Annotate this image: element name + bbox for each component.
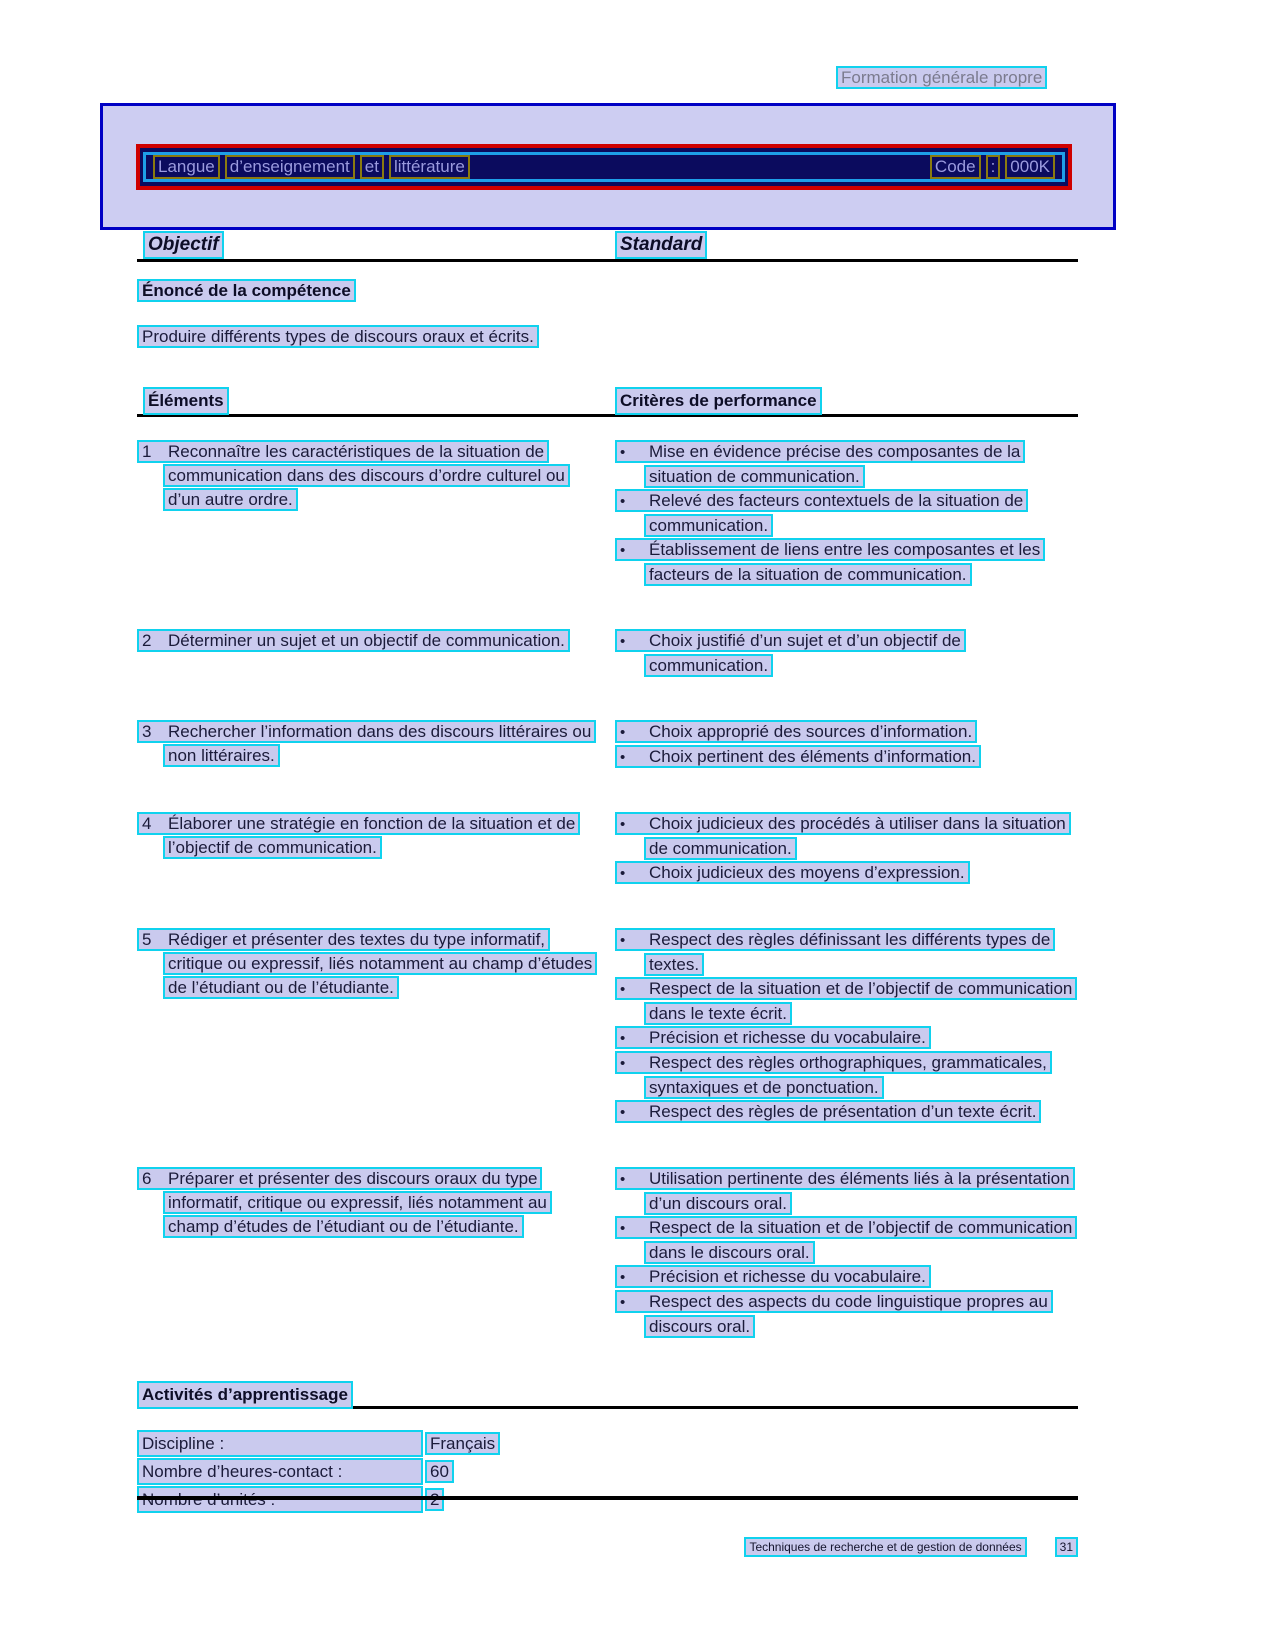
bullet-icon: • [620,1171,626,1188]
bullet-icon: • [620,932,626,949]
competence-statement-row [137,325,1078,349]
criterion-text: Choix approprié des sources d’information. [649,722,973,741]
title-strip [143,152,1065,182]
element-text: Reconnaître les caractéristiques de la situation de communication dans des discours d’ordre culturel ou d’un autre ordre. [168,442,565,509]
criterion-item [615,1100,1078,1125]
table-row [137,928,1078,1125]
criterion-item [615,812,1078,861]
title-word: et [360,155,384,179]
element-cell [137,629,615,678]
activities-section [137,1381,1078,1406]
criterion-item [615,861,1078,886]
bullet-icon: • [620,633,626,650]
activity-fields [137,1430,1078,1513]
divider-line [137,259,1078,262]
footer [137,1537,1078,1557]
divider-line [137,414,1078,417]
element-text: Déterminer un sujet et un objectif de communication. [168,631,565,650]
criterion-text: Respect des règles orthographiques, grammaticales, syntaxiques et de ponctuation. [649,1053,1047,1097]
element-cell [137,1167,615,1339]
criterion-text: Respect des aspects du code linguistique propres au discours oral. [649,1292,1048,1336]
bullet-icon: • [620,1220,626,1237]
bullet-icon: • [620,1104,626,1121]
criterion-text: Respect de la situation et de l’objectif de communication dans le texte écrit. [649,979,1073,1023]
row-number: 3 [142,722,152,741]
row-number: 4 [142,814,152,833]
row-number: 1 [142,442,152,461]
bullet-icon: • [620,444,626,461]
criteria-cell [615,1167,1078,1339]
criteria-cell [615,812,1078,886]
criterion-text: Utilisation pertinente des éléments liés à la présentation d’un discours oral. [649,1169,1070,1213]
criterion-item [615,1265,1078,1290]
criterion-text: Précision et richesse du vocabulaire. [649,1267,926,1286]
bullet-icon: • [620,493,626,510]
bullet-icon: • [620,1055,626,1072]
course-title-bar [136,144,1072,190]
criteria-cell [615,720,1078,770]
criterion-item [615,629,1078,678]
corner-label-text: Formation générale propre [836,66,1047,89]
criteria-cell [615,629,1078,678]
bullet-icon: • [620,865,626,882]
criterion-text: Choix judicieux des procédés à utiliser dans la situation de communication. [649,814,1066,858]
title-word: littérature [389,155,470,179]
field-value: 60 [425,1460,454,1483]
criteria-header: Critères de performance [615,387,822,415]
footer-page-number: 31 [1055,1537,1078,1557]
title-word: 000K [1005,155,1055,179]
criterion-item [615,440,1078,489]
competence-section [137,279,1078,303]
criterion-item [615,1051,1078,1100]
element-text: Préparer et présenter des discours oraux du type informatif, critique ou expressif, liés notamment au champ d’études de l’étudiant ou de l’étudiante. [168,1169,547,1236]
footer-divider-line [137,1496,1078,1500]
element-text: Rédiger et présenter des textes du type informatif, critique ou expressif, liés notamment au champ d’études de l’étudiant ou de l’étudiante. [168,930,593,997]
field-value: Français [425,1432,500,1455]
element-cell [137,928,615,1125]
standard-heading: Standard [615,231,707,259]
title-word: d’enseignement [225,155,355,179]
table-row [137,720,1078,770]
header-box [100,103,1116,230]
table-row [137,629,1078,678]
criterion-text: Précision et richesse du vocabulaire. [649,1028,926,1047]
bullet-icon: • [620,724,626,741]
table-rows [137,440,1078,1339]
criterion-item [615,720,1078,745]
table-row [137,440,1078,587]
criteria-cell [615,928,1078,1125]
elements-header: Éléments [143,387,229,415]
criterion-text: Relevé des facteurs contextuels de la situation de communication. [649,491,1024,535]
title-word: Langue [153,155,220,179]
bullet-icon: • [620,1294,626,1311]
criterion-text: Établissement de liens entre les composantes et les facteurs de la situation de communication. [649,540,1041,584]
activities-heading: Activités d’apprentissage [137,1381,353,1409]
bullet-icon: • [620,816,626,833]
field-label: Discipline : [137,1430,423,1457]
bullet-icon: • [620,542,626,559]
criterion-text: Respect des règles de présentation d’un texte écrit. [649,1102,1037,1121]
competence-heading: Énoncé de la compétence [137,279,356,302]
title-word: Code [930,155,981,179]
bullet-icon: • [620,1269,626,1286]
criterion-item [615,928,1078,977]
criterion-text: Choix pertinent des éléments d’information. [649,747,976,766]
element-cell [137,440,615,587]
criteria-cell [615,440,1078,587]
row-number: 6 [142,1169,152,1188]
course-code-words [930,155,1055,179]
criterion-text: Respect de la situation et de l’objectif de communication dans le discours oral. [649,1218,1073,1262]
bullet-icon: • [620,749,626,766]
element-cell [137,812,615,886]
criterion-item [615,1290,1078,1339]
footer-text: Techniques de recherche et de gestion de données [744,1537,1026,1557]
row-number: 2 [142,631,152,650]
criterion-item [615,538,1078,587]
criterion-item [615,1167,1078,1216]
criterion-item [615,1026,1078,1051]
criterion-text: Choix justifié d’un sujet et d’un objectif de communication. [649,631,961,675]
field-row [137,1430,1078,1457]
criterion-text: Choix judicieux des moyens d’expression. [649,863,965,882]
table-row [137,1167,1078,1339]
criterion-item [615,977,1078,1026]
element-text: Élaborer une stratégie en fonction de la situation et de l’objectif de communication. [168,814,576,857]
main-content [137,231,1078,1514]
course-title-words [153,155,470,179]
table-headers [137,387,1078,413]
bullet-icon: • [620,981,626,998]
row-number: 5 [142,930,152,949]
title-word: : [986,155,1001,179]
criterion-item [615,745,1078,770]
field-label: Nombre d’heures-contact : [137,1458,423,1485]
field-row [137,1458,1078,1485]
criterion-item [615,489,1078,538]
column-headings [137,231,1078,259]
criterion-text: Mise en évidence précise des composantes de la situation de communication. [649,442,1021,486]
objectif-heading: Objectif [143,231,224,259]
element-cell [137,720,615,770]
competence-statement: Produire différents types de discours oraux et écrits. [137,325,539,348]
bullet-icon: • [620,1030,626,1047]
table-row [137,812,1078,886]
element-text: Rechercher l’information dans des discours littéraires ou non littéraires. [168,722,592,765]
criterion-item [615,1216,1078,1265]
criterion-text: Respect des règles définissant les différents types de textes. [649,930,1051,974]
corner-label [836,68,1047,88]
